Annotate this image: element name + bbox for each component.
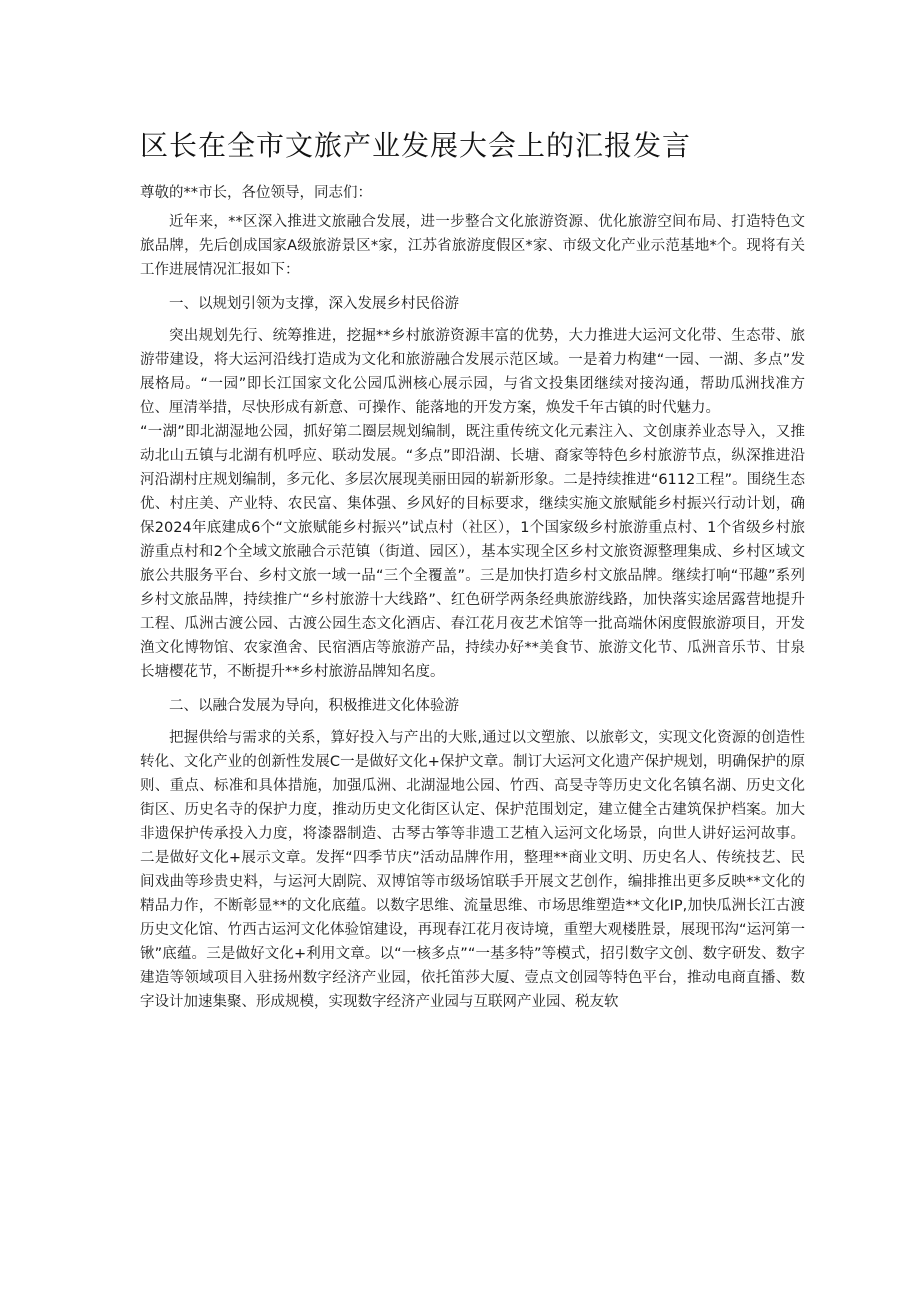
section-2-heading: 二、以融合发展为导向，积极推进文化体验游 (169, 698, 459, 714)
intro-paragraph: 近年来，**区深入推进文旅融合发展，进一步整合文化旅游资源、优化旅游空间布局、打造特色文旅品牌，先后创成国家A级旅游景区*家，江苏省旅游度假区*家、市级文化产业示范基地*个。现将有关工作进展情况汇报如下： (140, 214, 805, 278)
section-2-paragraph-1: 把握供给与需求的关系，算好投入与产出的大账,通过以文塑旅、以旅彰文，实现文化资源的创造性转化、文化产业的创新性发展C一是做好文化+保护文章。制订大运河文化遗产保护规划，明确保护的原则、重点、标准和具体措施，加强瓜洲、北湖湿地公园、竹西、高旻寺等历史文化名镇名湖、历史文化街区、历史名寺的保护力度，推动历史文化街区认定、保护范围划定，建立健全古建筑保护档案。加大非遗保护传承投入力度，将漆器制造、古琴古筝等非遗工艺植入运河文化场景，向世人讲好运河故事。二是做好文化+展示文章。发挥“四季节庆”活动品牌作用，整理**商业文明、历史名人、传统技艺、民间戏曲等珍贵史料，与运河大剧院、双博馆等市级场馆联手开展文艺创作，编排推出更多反映**文化的精品力作，不断彰显**的文化底蕴。以数字思维、流量思维、市场思维塑造**文化IP,加快瓜洲长江古渡历史文化馆、竹西古运河文化体验馆建设，再现春江花月夜诗境，重塑大观楼胜景，展现邗沟“运河第一锹”底蕴。三是做好文化+利用文章。以“一核多点”“一基多特”等模式，招引数字文创、数字研发、数字建造等领域项目入驻扬州数字经济产业园，依托笛莎大厦、壹点文创园等特色平台，推动电商直播、数字设计加速集聚、形成规模，实现数字经济产业园与互联网产业园、税友软 (140, 730, 805, 1010)
greeting: 尊敬的**市长，各位领导，同志们： (140, 185, 372, 201)
section-1-paragraph-2: “一湖”即北湖湿地公园，抓好第二圈层规划编制，既注重传统文化元素注入、文创康养业态导入，又推动北山五镇与北湖有机呼应、联动发展。“多点”即沿湖、长塘、裔家等特色乡村旅游节点，纵深推进沿河沿湖村庄规划编制，多元化、多层次展现美丽田园的崭新形象。二是持续推进“6112工程”。围绕生态优、村庄美、产业特、农民富、集体强、乡风好的目标要求，继续实施文旅赋能乡村振兴行动计划，确保2024年底建成6个“文旅赋能乡村振兴”试点村（社区），1个国家级乡村旅游重点村、1个省级乡村旅游重点村和2个全域文旅融合示范镇（街道、园区），基本实现全区乡村文旅资源整理集成、乡村区域文旅公共服务平台、乡村文旅一域一品“三个全覆盖”。三是加快打造乡村文旅品牌。继续打响“邗趣”系列乡村文旅品牌，持续推广“乡村旅游十大线路”、红色研学两条经典旅游线路，加快落实途居露营地提升工程、瓜洲古渡公园、古渡公园生态文化酒店、春江花月夜艺术馆等一批高端休闲度假旅游项目，开发渔文化博物馆、农家渔舍、民宿酒店等旅游产品，持续办好**美食节、旅游文化节、瓜洲音乐节、甘泉长塘樱花节，不断提升**乡村旅游品牌知名度。 (140, 424, 805, 680)
document-body (140, 210, 805, 1014)
document-title: 区长在全市文旅产业发展大会上的汇报发言 (140, 129, 692, 162)
section-1-heading: 一、以规划引领为支撑，深入发展乡村民俗游 (169, 296, 459, 312)
section-1-paragraph-1: 突出规划先行、统筹推进，挖掘**乡村旅游资源丰富的优势，大力推进大运河文化带、生态带、旅游带建设，将大运河沿线打造成为文化和旅游融合发展示范区域。一是着力构建“一园、一湖、多点”发展格局。“一园”即长江国家文化公园瓜洲核心展示园，与省文投集团继续对接沟通，帮助瓜洲找准方位、厘清举措，尽快形成有新意、可操作、能落地的开发方案，焕发千年古镇的时代魅力。 (140, 328, 805, 416)
